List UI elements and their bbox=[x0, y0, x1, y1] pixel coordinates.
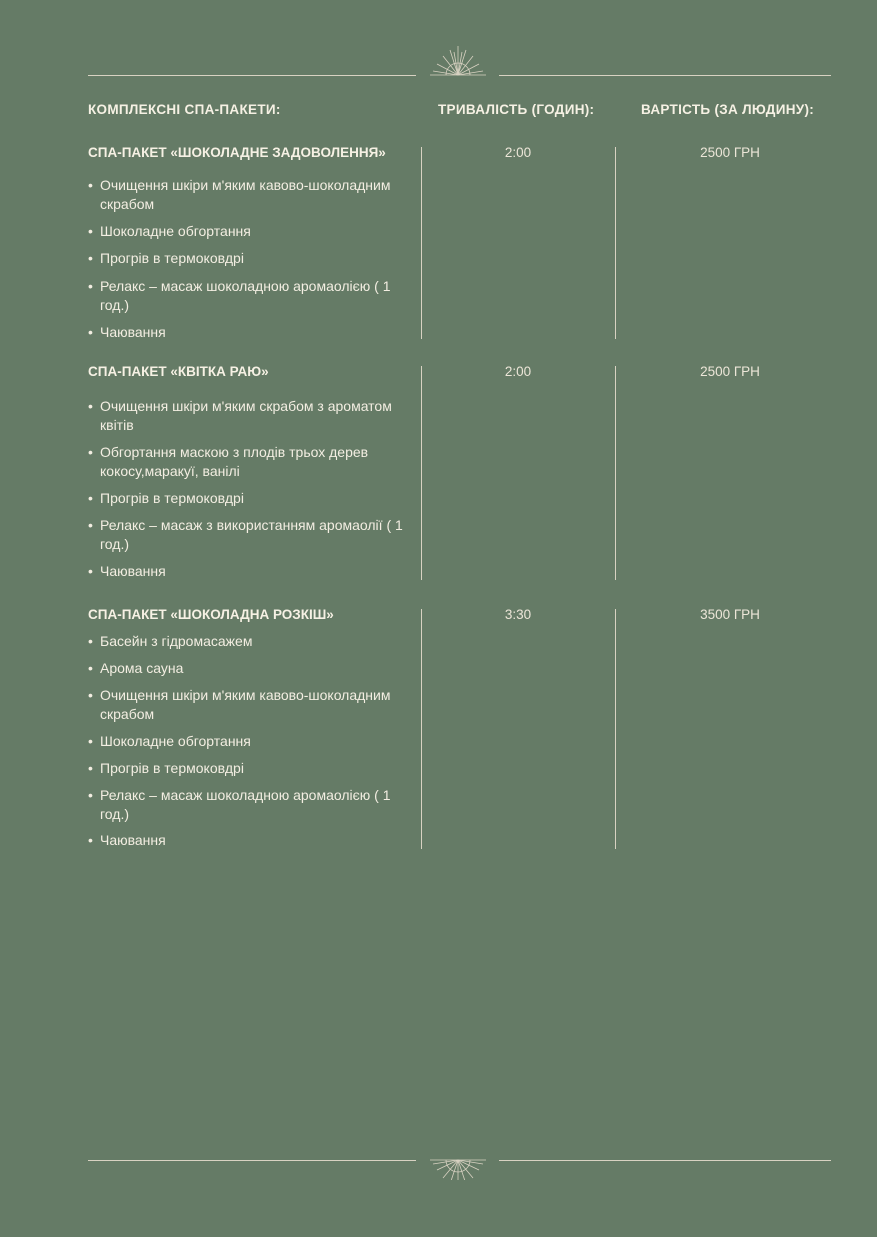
list-item: • Релакс – масаж шоколадною аромаолією ( 1 год.) bbox=[88, 787, 391, 822]
package-duration: 2:00 bbox=[504, 364, 532, 379]
list-item: • Релакс – масаж шоколадною аромаолією ( 1 год.) bbox=[88, 278, 391, 313]
bottom-ornament bbox=[0, 1140, 877, 1180]
list-item: • Чаювання bbox=[88, 324, 166, 340]
list-item: • Прогрів в термоковдрі bbox=[88, 250, 244, 266]
header-packages: КОМПЛЕКСНІ СПА-ПАКЕТИ: bbox=[88, 102, 281, 117]
top-divider-right bbox=[499, 75, 831, 76]
package-price: 2500 ГРН bbox=[700, 145, 760, 160]
list-item: • Очищення шкіри м'яким скрабом з ароматом квітів bbox=[88, 398, 392, 433]
list-item: • Релакс – масаж з використанням аромаолії ( 1 год.) bbox=[88, 517, 403, 552]
package-title: СПА-ПАКЕТ «ШОКОЛАДНА РОЗКІШ» bbox=[88, 607, 334, 622]
list-item: • Очищення шкіри м'яким кавово-шоколадним скрабом bbox=[88, 687, 391, 722]
package-duration: 2:00 bbox=[504, 145, 532, 160]
list-item: • Прогрів в термоковдрі bbox=[88, 760, 244, 776]
list-item: • Очищення шкіри м'яким кавово-шоколадним скрабом bbox=[88, 177, 391, 212]
column-divider bbox=[421, 609, 422, 849]
sunburst-icon bbox=[428, 42, 488, 82]
list-item: • Басейн з гідромасажем bbox=[88, 633, 253, 649]
top-ornament bbox=[0, 42, 877, 82]
column-divider bbox=[615, 147, 616, 339]
column-divider bbox=[615, 609, 616, 849]
column-divider bbox=[421, 366, 422, 580]
sunburst-icon bbox=[428, 1140, 488, 1180]
list-item: • Обгортання маскою з плодів трьох дерев кокосу,маракуї, ванілі bbox=[88, 444, 369, 479]
bottom-divider-left bbox=[88, 1160, 416, 1161]
package-duration: 3:30 bbox=[504, 607, 532, 622]
package-price: 3500 ГРН bbox=[700, 607, 760, 622]
list-item: • Чаювання bbox=[88, 832, 166, 848]
header-price: ВАРТІСТЬ (ЗА ЛЮДИНУ): bbox=[641, 102, 815, 117]
package-price: 2500 ГРН bbox=[700, 364, 760, 379]
list-item: • Шоколадне обгортання bbox=[88, 733, 251, 749]
bottom-divider-right bbox=[499, 1160, 831, 1161]
header-duration: ТРИВАЛІСТЬ (ГОДИН): bbox=[438, 102, 595, 117]
list-item: • Чаювання bbox=[88, 563, 166, 579]
column-divider bbox=[421, 147, 422, 339]
package-title: СПА-ПАКЕТ «ШОКОЛАДНЕ ЗАДОВОЛЕННЯ» bbox=[88, 145, 386, 160]
package-title: СПА-ПАКЕТ «КВІТКА РАЮ» bbox=[88, 364, 269, 379]
list-item: • Прогрів в термоковдрі bbox=[88, 490, 244, 506]
column-divider bbox=[615, 366, 616, 580]
list-item: • Арома сауна bbox=[88, 660, 184, 676]
table-header bbox=[0, 102, 877, 122]
list-item: • Шоколадне обгортання bbox=[88, 223, 251, 239]
top-divider-left bbox=[88, 75, 416, 76]
